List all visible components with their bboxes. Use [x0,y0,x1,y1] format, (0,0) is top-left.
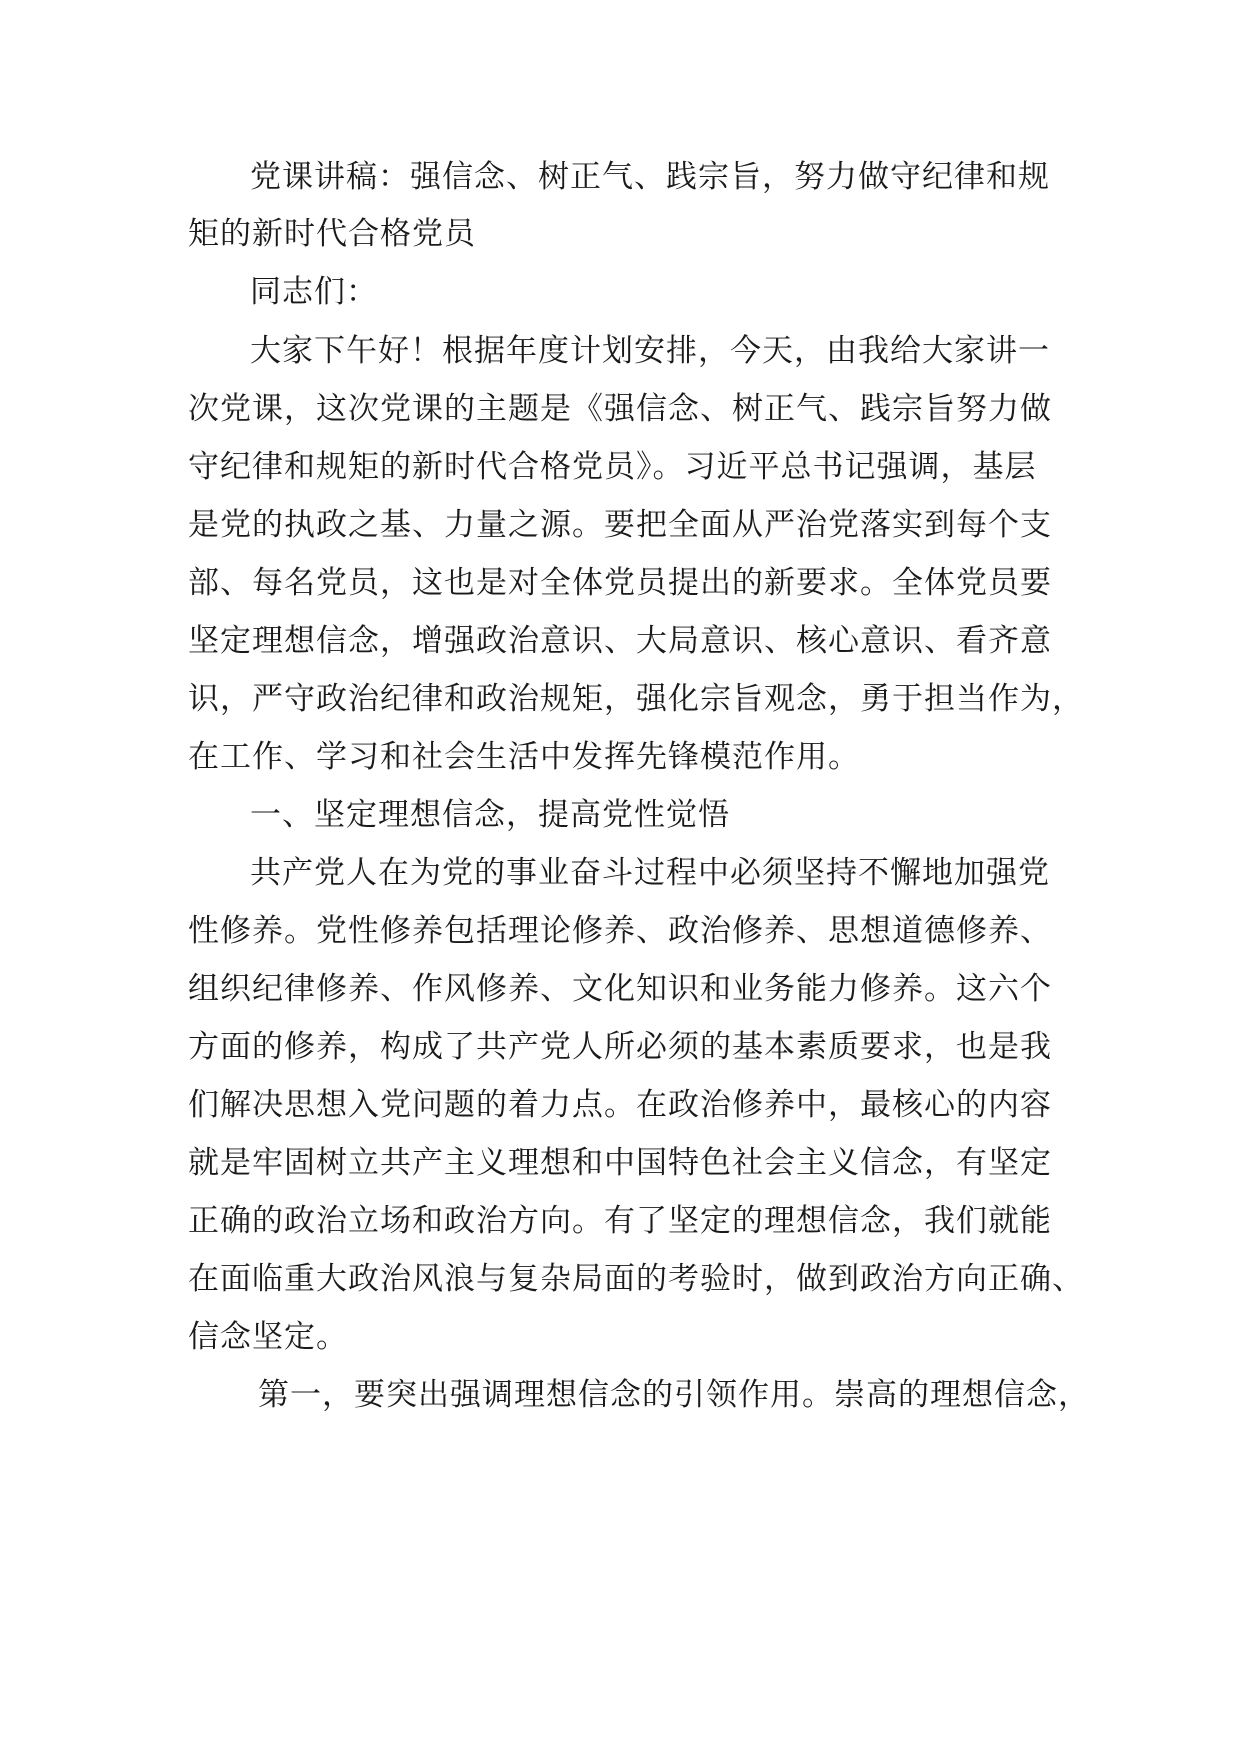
section-line-4: 方面的修养，构成了共产党人所必须的基本素质要求，也是我 [188,1029,1052,1065]
section-heading: 一、坚定理想信念，提高党性觉悟 [250,797,730,833]
section-line-9: 信念坚定。 [188,1319,348,1355]
section-line-6: 就是牢固树立共产主义理想和中国特色社会主义信念，有坚定 [188,1145,1052,1181]
section-line-8: 在面临重大政治风浪与复杂局面的考验时，做到政治方向正确、 [188,1261,1084,1297]
intro-line-2: 次党课，这次党课的主题是《强信念、树正气、践宗旨努力做 [188,391,1052,427]
intro-line-1: 大家下午好！根据年度计划安排，今天，由我给大家讲一 [250,333,1050,369]
intro-line-4: 是党的执政之基、力量之源。要把全面从严治党落实到每个支 [188,507,1052,543]
section-line-5: 们解决思想入党问题的着力点。在政治修养中，最核心的内容 [188,1087,1052,1123]
title-line-1: 党课讲稿：强信念、树正气、践宗旨，努力做守纪律和规 [250,159,1050,195]
title-line-2: 矩的新时代合格党员 [188,216,476,252]
section-line-2: 性修养。党性修养包括理论修养、政治修养、思想道德修养、 [188,913,1052,949]
intro-line-8: 在工作、学习和社会生活中发挥先锋模范作用。 [188,739,860,775]
section-line-7: 正确的政治立场和政治方向。有了坚定的理想信念，我们就能 [188,1203,1052,1239]
intro-line-5: 部、每名党员，这也是对全体党员提出的新要求。全体党员要 [188,565,1052,601]
intro-line-3: 守纪律和规矩的新时代合格党员》。习近平总书记强调，基层 [188,449,1037,485]
intro-line-6: 坚定理想信念，增强政治意识、大局意识、核心意识、看齐意 [188,623,1052,659]
salutation: 同志们： [250,274,378,310]
section-line-1: 共产党人在为党的事业奋斗过程中必须坚持不懈地加强党 [250,855,1050,891]
section-line-3: 组织纪律修养、作风修养、文化知识和业务能力修养。这六个 [188,971,1052,1007]
first-point-line: 第一，要突出强调理想信念的引领作用。崇高的理想信念， [258,1377,1090,1413]
intro-line-7: 识，严守政治纪律和政治规矩，强化宗旨观念，勇于担当作为， [188,681,1084,717]
